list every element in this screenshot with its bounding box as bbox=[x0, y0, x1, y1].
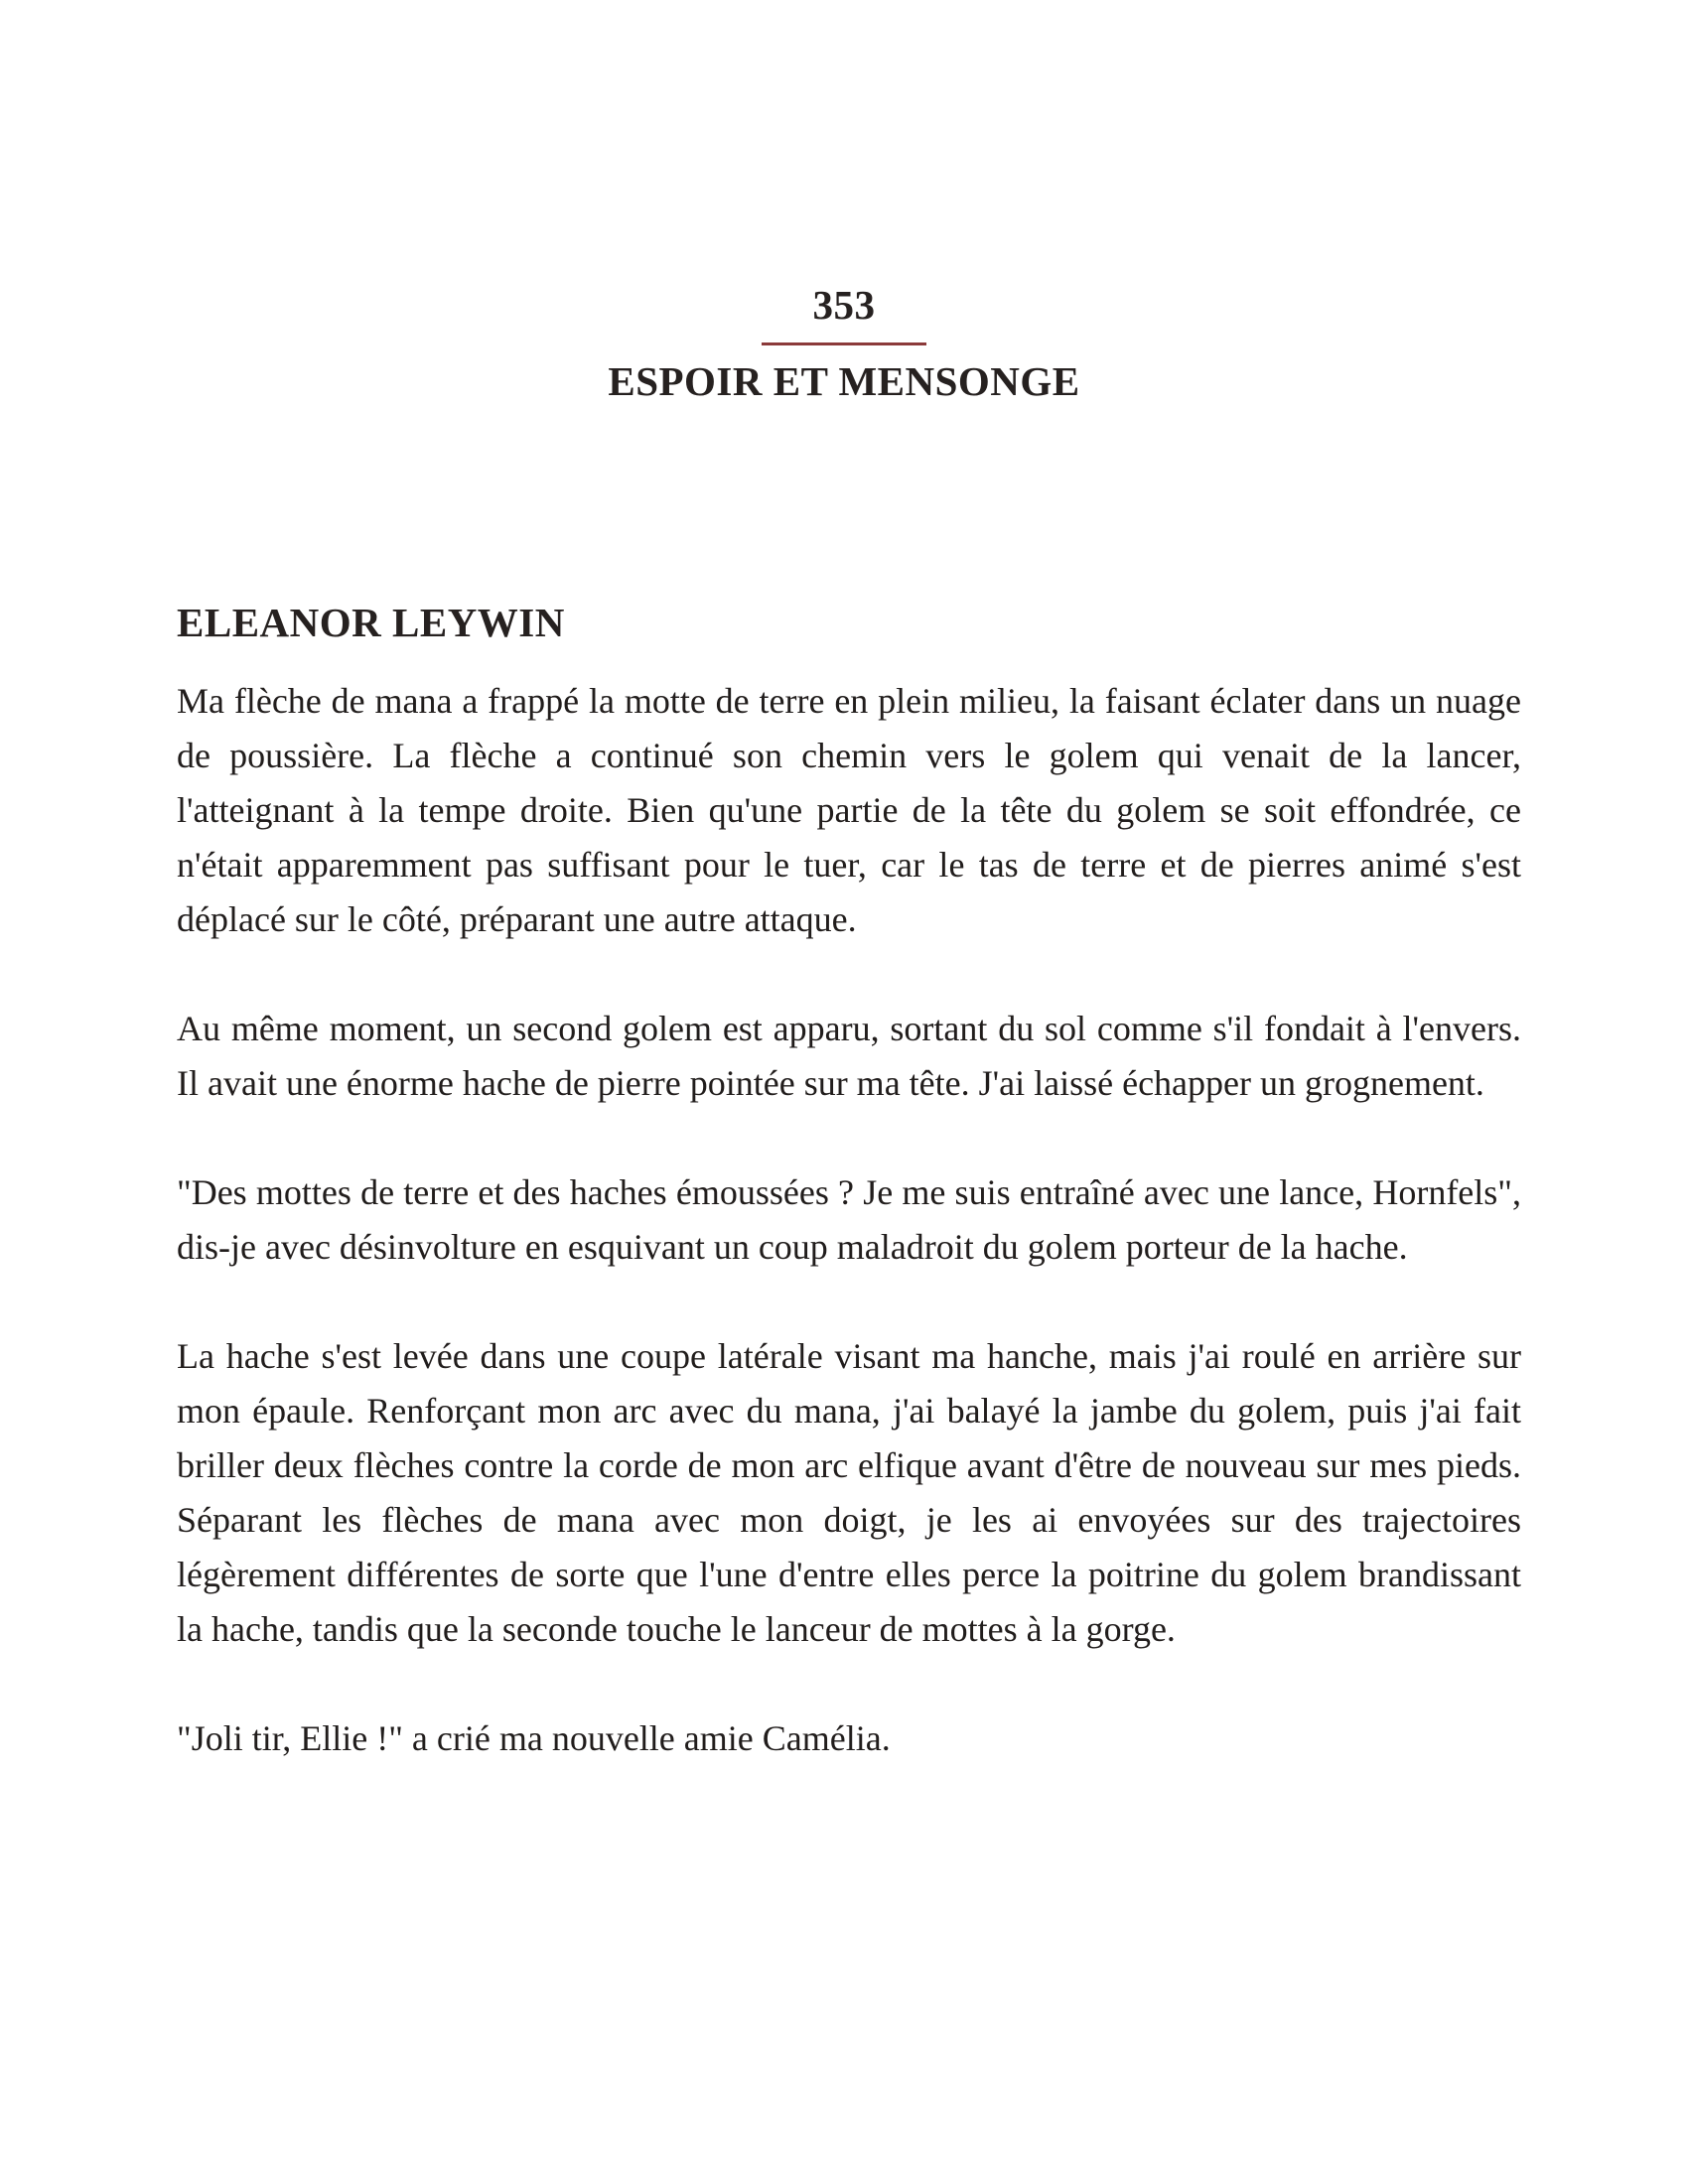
paragraph-4: La hache s'est levée dans une coupe latérale visant ma hanche, mais j'ai roulé en arrière sur mon épaule. Renforçant mon arc avec du mana, j'ai balayé la jambe du golem, puis j'ai fait briller deux flèches contre la corde de mon arc elfique avant d'être de nouveau sur mes pieds. Séparant les flèches de mana avec mon doigt, je les ai envoyées sur des trajectoires légèrement différentes de sorte que l'une d'entre elles perce la poitrine du golem brandissant la hache, tandis que la seconde touche le lanceur de mottes à la gorge. bbox=[177, 1336, 1521, 1649]
pov-character-heading: ELEANOR LEYWIN bbox=[177, 600, 565, 645]
chapter-divider-rule bbox=[762, 342, 926, 345]
chapter-header bbox=[0, 0, 1688, 405]
chapter-title: ESPOIR ET MENSONGE bbox=[608, 358, 1080, 404]
chapter-number: 353 bbox=[812, 282, 876, 328]
chapter-body bbox=[177, 599, 1521, 1766]
paragraph-3: "Des mottes de terre et des haches émoussées ? Je me suis entraîné avec une lance, Hornfels", dis-je avec désinvolture en esquivant un coup maladroit du golem porteur de la hache. bbox=[177, 1172, 1521, 1267]
paragraph-2: Au même moment, un second golem est apparu, sortant du sol comme s'il fondait à l'envers. Il avait une énorme hache de pierre pointée sur ma tête. J'ai laissé échapper un grognement. bbox=[177, 1009, 1521, 1103]
paragraph-5: "Joli tir, Ellie !" a crié ma nouvelle amie Camélia. bbox=[177, 1718, 891, 1758]
paragraph-1: Ma flèche de mana a frappé la motte de terre en plein milieu, la faisant éclater dans un nuage de poussière. La flèche a continué son chemin vers le golem qui venait de la lancer, l'atteignant à la tempe droite. Bien qu'une partie de la tête du golem se soit effondrée, ce n'était apparemment pas suffisant pour le tuer, car le tas de terre et de pierres animé s'est déplacé sur le côté, préparant une autre attaque. bbox=[177, 681, 1521, 939]
